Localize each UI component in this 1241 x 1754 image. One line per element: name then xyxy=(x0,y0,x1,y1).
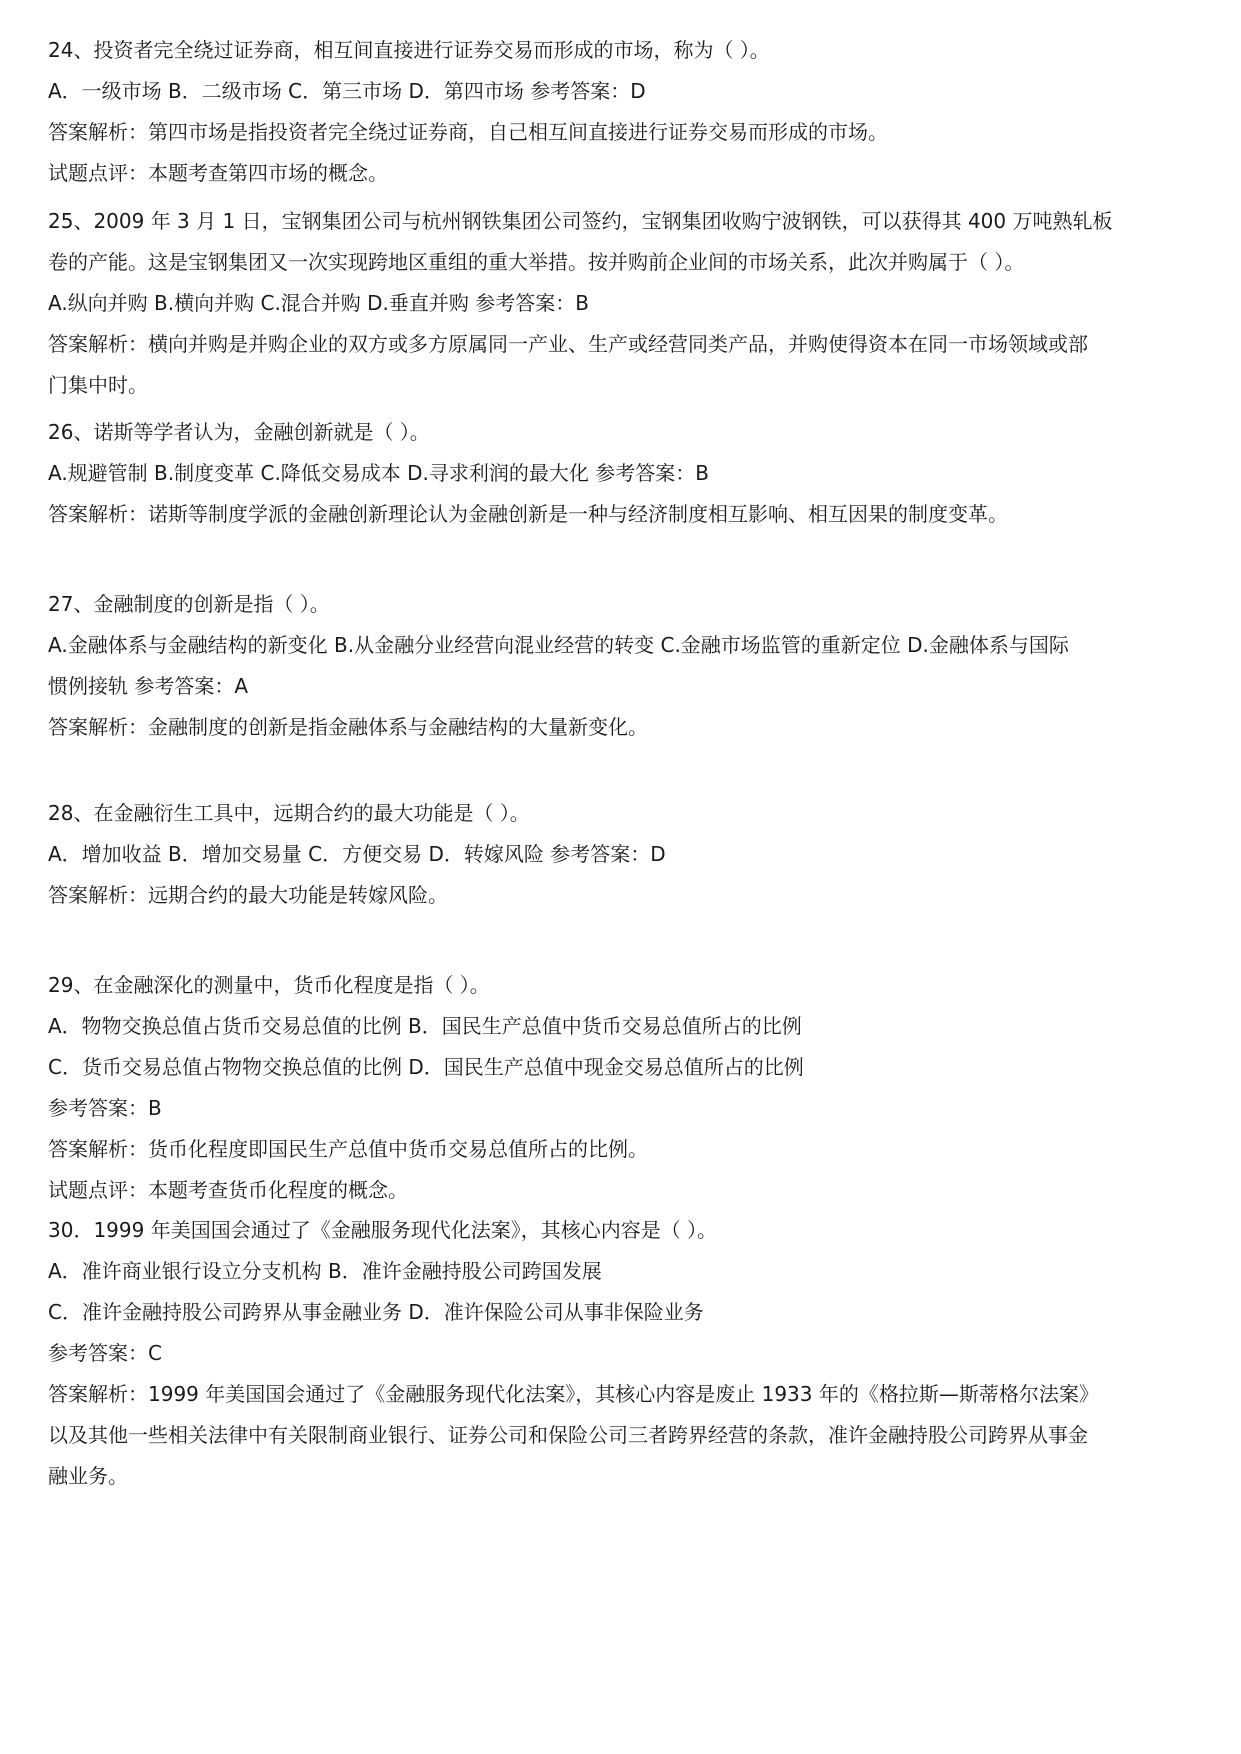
answer-analysis: 答案解析：金融制度的创新是指金融体系与金融结构的大量新变化。 xyxy=(48,715,648,739)
question-stem: 24、投资者完全绕过证券商，相互间直接进行证券交易而形成的市场，称为（ ）。 xyxy=(48,38,770,62)
reference-answer: 参考答案：B xyxy=(48,1096,162,1120)
question-stem: 26、诺斯等学者认为，金融创新就是（ ）。 xyxy=(48,420,430,444)
question-30 xyxy=(48,1210,1208,1497)
answer-analysis: 答案解析：远期合约的最大功能是转嫁风险。 xyxy=(48,883,448,907)
question-27 xyxy=(48,584,1208,748)
question-options: A．增加收益 B．增加交易量 C．方便交易 D．转嫁风险 参考答案：D xyxy=(48,842,666,866)
question-28 xyxy=(48,793,1208,916)
answer-analysis-continued: 门集中时。 xyxy=(48,373,148,397)
answer-analysis: 答案解析：货币化程度即国民生产总值中货币交易总值所占的比例。 xyxy=(48,1137,648,1161)
answer-analysis: 答案解析：诺斯等制度学派的金融创新理论认为金融创新是一种与经济制度相互影响、相互因果的制度变革。 xyxy=(48,502,1008,526)
question-stem-continued: 卷的产能。这是宝钢集团又一次实现跨地区重组的重大举措。按并购前企业间的市场关系，此次并购属于（ ）。 xyxy=(48,250,1025,274)
reference-answer: 参考答案：C xyxy=(48,1341,162,1365)
question-stem: 27、金融制度的创新是指（ ）。 xyxy=(48,592,330,616)
question-stem: 30．1999 年美国国会通过了《金融服务现代化法案》，其核心内容是（ ）。 xyxy=(48,1218,718,1242)
question-options: A．一级市场 B．二级市场 C．第三市场 D．第四市场 参考答案：D xyxy=(48,79,646,103)
question-25 xyxy=(48,201,1208,406)
question-stem: 28、在金融衍生工具中，远期合约的最大功能是（ ）。 xyxy=(48,801,530,825)
question-options: A．物物交换总值占货币交易总值的比例 B．国民生产总值中货币交易总值所占的比例 xyxy=(48,1014,802,1038)
question-options-continued: C．货币交易总值占物物交换总值的比例 D．国民生产总值中现金交易总值所占的比例 xyxy=(48,1055,804,1079)
question-options-continued: C．准许金融持股公司跨界从事金融业务 D．准许保险公司从事非保险业务 xyxy=(48,1300,704,1324)
question-options-continued: 惯例接轨 参考答案：A xyxy=(48,674,249,698)
question-stem: 25、2009 年 3 月 1 日，宝钢集团公司与杭州钢铁集团公司签约，宝钢集团收购宁波钢铁，可以获得其 400 万吨熟轧板 xyxy=(48,209,1113,233)
question-stem: 29、在金融深化的测量中，货币化程度是指（ ）。 xyxy=(48,973,490,997)
question-options: A.规避管制 B.制度变革 C.降低交易成本 D.寻求利润的最大化 参考答案：B xyxy=(48,461,709,485)
question-29 xyxy=(48,965,1208,1211)
question-26 xyxy=(48,412,1208,535)
answer-analysis: 答案解析：第四市场是指投资者完全绕过证券商，自己相互间直接进行证券交易而形成的市场。 xyxy=(48,120,888,144)
question-24 xyxy=(48,30,1208,194)
question-options: A.金融体系与金融结构的新变化 B.从金融分业经营向混业经营的转变 C.金融市场监管的重新定位 D.金融体系与国际 xyxy=(48,633,1069,657)
answer-analysis-continued: 以及其他一些相关法律中有关限制商业银行、证券公司和保险公司三者跨界经营的条款，准许金融持股公司跨界从事金 xyxy=(48,1423,1088,1447)
answer-analysis-continued: 融业务。 xyxy=(48,1464,128,1488)
question-comment: 试题点评：本题考查第四市场的概念。 xyxy=(48,161,388,185)
answer-analysis: 答案解析：横向并购是并购企业的双方或多方原属同一产业、生产或经营同类产品，并购使得资本在同一市场领域或部 xyxy=(48,332,1088,356)
question-options: A.纵向并购 B.横向并购 C.混合并购 D.垂直并购 参考答案：B xyxy=(48,291,589,315)
question-options: A．准许商业银行设立分支机构 B．准许金融持股公司跨国发展 xyxy=(48,1259,602,1283)
answer-analysis: 答案解析：1999 年美国国会通过了《金融服务现代化法案》，其核心内容是废止 1933 年的《格拉斯—斯蒂格尔法案》 xyxy=(48,1382,1099,1406)
question-comment: 试题点评：本题考查货币化程度的概念。 xyxy=(48,1178,408,1202)
